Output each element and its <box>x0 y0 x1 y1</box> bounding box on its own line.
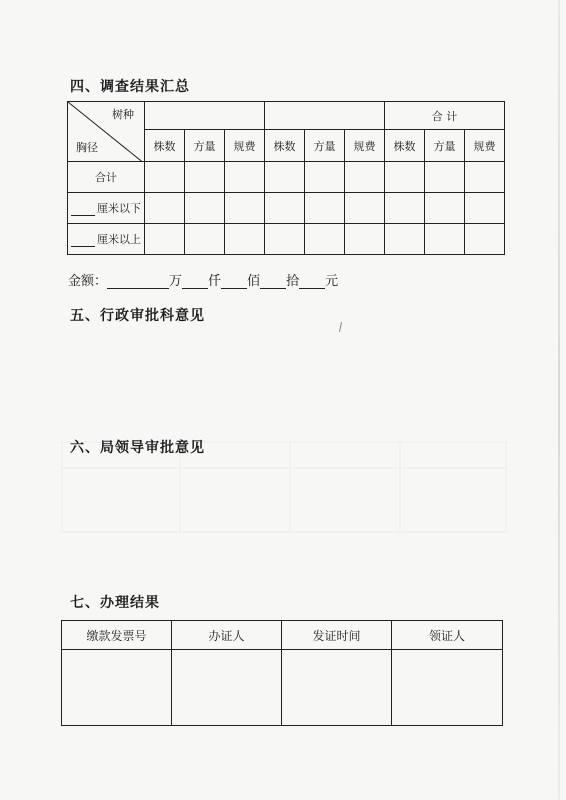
table-cell[interactable] <box>265 224 305 255</box>
table-cell[interactable] <box>145 162 185 193</box>
invoice-number-cell[interactable] <box>62 650 172 726</box>
table-cell[interactable] <box>385 193 425 224</box>
table-cell[interactable] <box>425 162 465 193</box>
table-cell[interactable] <box>425 193 465 224</box>
table-cell[interactable] <box>145 193 185 224</box>
table-cell[interactable] <box>265 162 305 193</box>
sub-header-fee: 规费 <box>225 130 265 162</box>
blank-diameter[interactable] <box>71 235 95 247</box>
table-cell[interactable] <box>345 224 385 255</box>
sub-header-volume: 方量 <box>425 130 465 162</box>
section-title-leader: 六、局领导审批意见 <box>70 440 205 456</box>
sub-header-volume: 方量 <box>305 130 345 162</box>
unit-wan: 万 <box>169 274 183 289</box>
header-invoice-number: 缴款发票号 <box>62 621 172 650</box>
sub-header-fee: 规费 <box>345 130 385 162</box>
unit-yuan: 元 <box>325 274 339 289</box>
amount-blank-qian[interactable] <box>182 274 208 289</box>
section-title-result: 七、办理结果 <box>70 595 160 611</box>
pencil-mark <box>339 322 342 332</box>
table-cell[interactable] <box>385 224 425 255</box>
table-cell[interactable] <box>265 193 305 224</box>
header-issue-time: 发证时间 <box>282 621 392 650</box>
table-cell[interactable] <box>465 193 505 224</box>
table-cell[interactable] <box>185 224 225 255</box>
section-title-survey: 四、调查结果汇总 <box>70 79 190 95</box>
corner-label-diameter: 胸径 <box>76 141 98 154</box>
corner-label-species: 树种 <box>112 108 134 121</box>
sub-header-count: 株数 <box>265 130 305 162</box>
amount-line <box>68 270 338 289</box>
header-recipient: 领证人 <box>392 621 503 650</box>
unit-bai: 佰 <box>247 274 261 289</box>
table-row <box>68 193 505 224</box>
sub-header-count: 株数 <box>145 130 185 162</box>
row-label-total: 合计 <box>68 162 145 193</box>
table-cell[interactable] <box>185 193 225 224</box>
table-cell[interactable] <box>225 193 265 224</box>
processing-result-table <box>61 620 503 726</box>
table-cell[interactable] <box>465 224 505 255</box>
unit-shi: 拾 <box>286 274 300 289</box>
row-label-text: 厘米以上 <box>97 233 141 246</box>
table-cell[interactable] <box>425 224 465 255</box>
unit-qian: 仟 <box>208 274 222 289</box>
header-issuer: 办证人 <box>172 621 282 650</box>
amount-label: 金额： <box>68 274 108 289</box>
table-cell[interactable] <box>185 162 225 193</box>
issue-time-cell[interactable] <box>282 650 392 726</box>
table-cell[interactable] <box>305 224 345 255</box>
table-cell[interactable] <box>345 162 385 193</box>
sub-header-count: 株数 <box>385 130 425 162</box>
sub-header-volume: 方量 <box>185 130 225 162</box>
table-row <box>68 224 505 255</box>
recipient-cell[interactable] <box>392 650 503 726</box>
species-group-header-1 <box>145 102 265 130</box>
table-cell[interactable] <box>465 162 505 193</box>
table-cell[interactable] <box>345 193 385 224</box>
table-cell[interactable] <box>305 193 345 224</box>
amount-blank-wan[interactable] <box>107 274 169 289</box>
table-cell[interactable] <box>145 224 185 255</box>
issuer-cell[interactable] <box>172 650 282 726</box>
row-label-below <box>68 193 145 224</box>
table-row <box>62 650 503 726</box>
scan-edge <box>558 0 560 800</box>
table-cell[interactable] <box>225 162 265 193</box>
total-group-header: 合 计 <box>385 102 505 130</box>
amount-blank-shi[interactable] <box>260 274 286 289</box>
survey-summary-table <box>67 101 505 255</box>
table-corner-cell <box>68 102 145 162</box>
row-label-text: 厘米以下 <box>97 202 141 215</box>
amount-blank-bai[interactable] <box>221 274 247 289</box>
table-row <box>68 162 505 193</box>
section-title-admin: 五、行政审批科意见 <box>70 308 205 324</box>
amount-blank-yuan[interactable] <box>299 274 325 289</box>
species-group-header-2 <box>265 102 385 130</box>
table-cell[interactable] <box>225 224 265 255</box>
table-cell[interactable] <box>385 162 425 193</box>
table-cell[interactable] <box>305 162 345 193</box>
sub-header-fee: 规费 <box>465 130 505 162</box>
blank-diameter[interactable] <box>71 204 95 216</box>
row-label-above <box>68 224 145 255</box>
